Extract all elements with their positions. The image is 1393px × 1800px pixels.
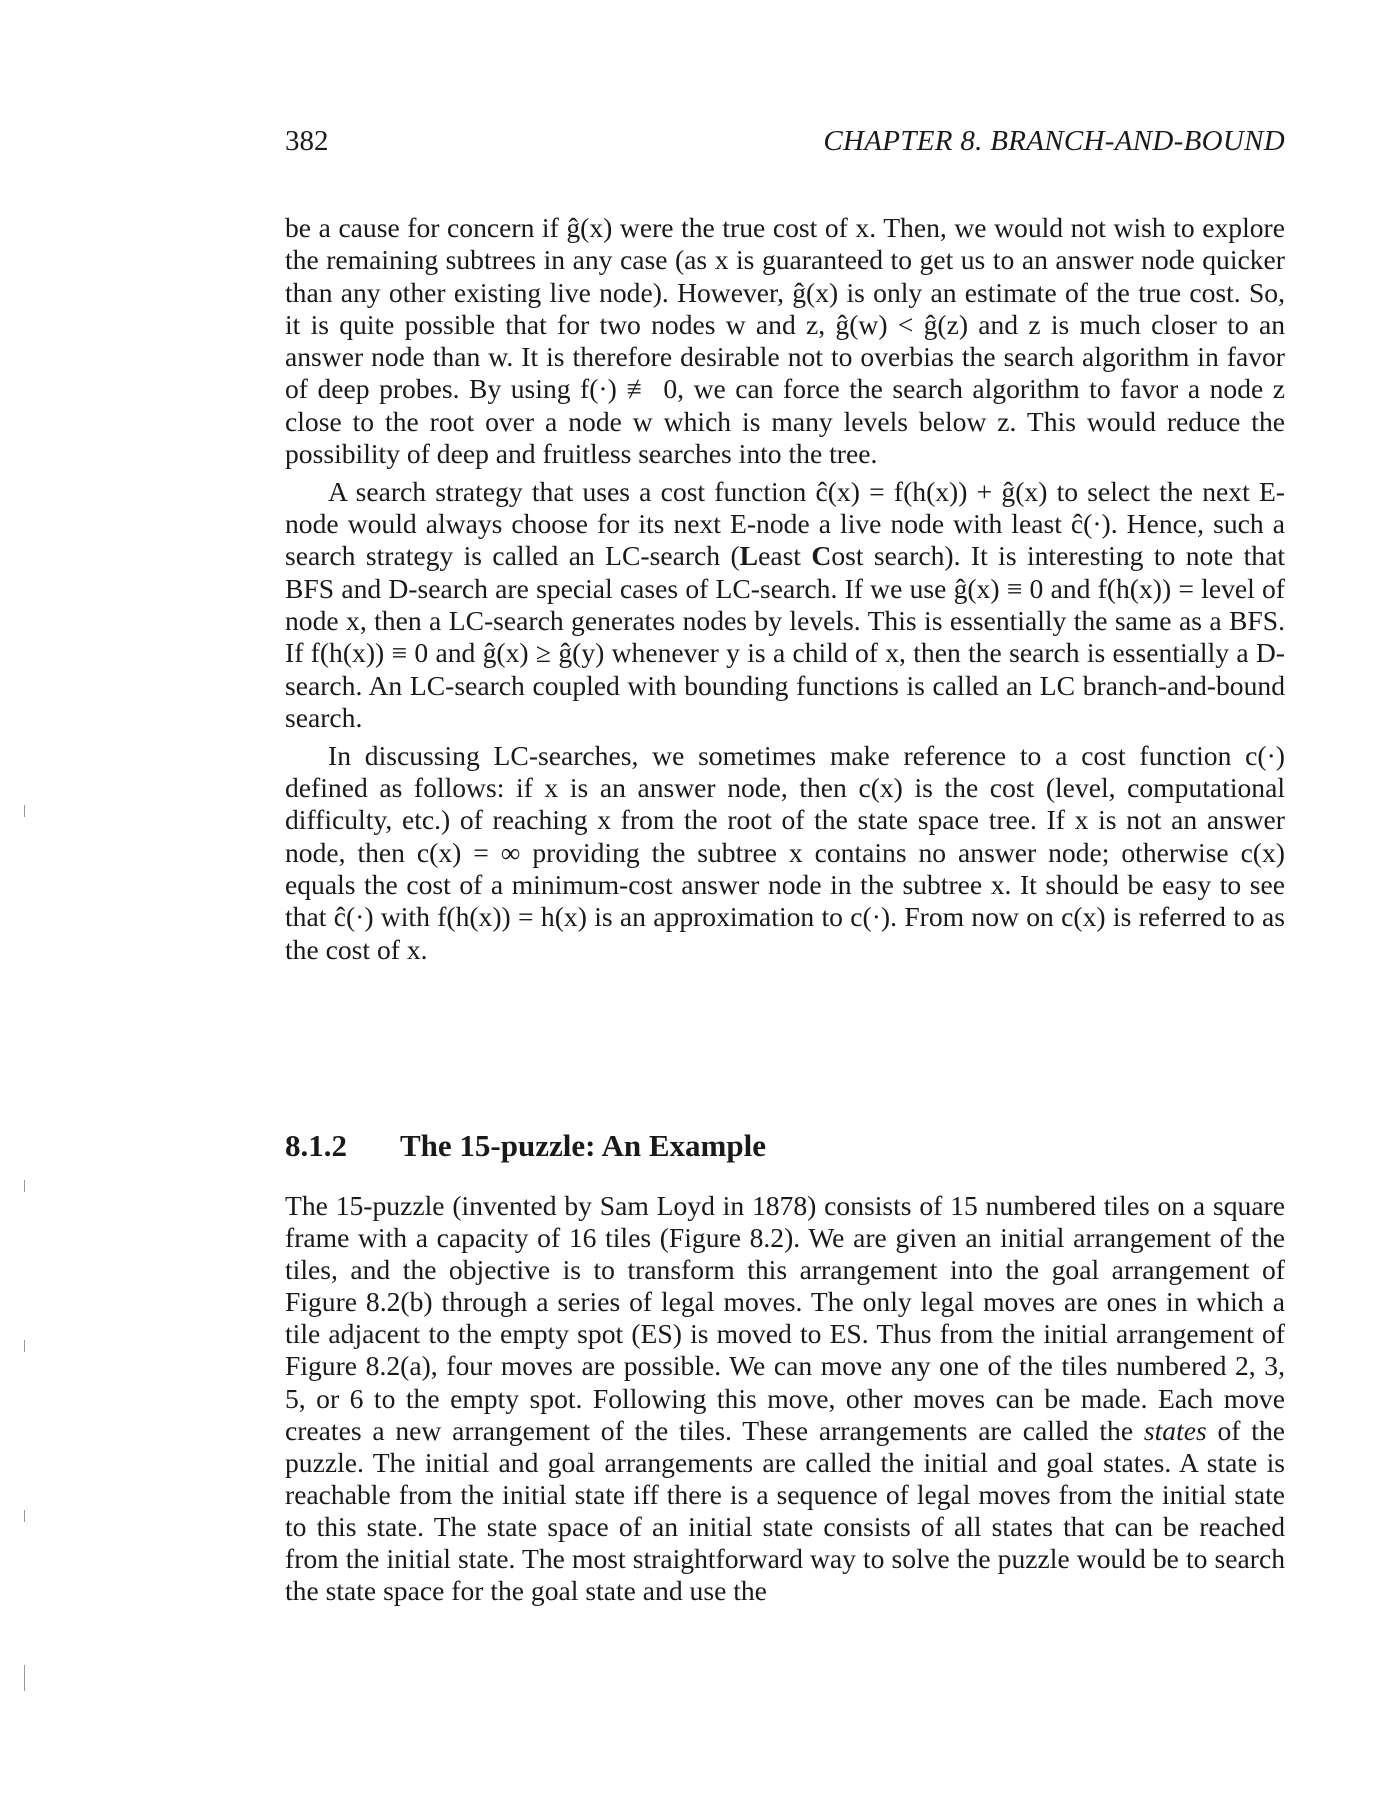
body-text [285,212,1285,971]
running-head: CHAPTER 8. BRANCH-AND-BOUND [823,125,1285,157]
paragraph-text: The 15-puzzle (invented by Sam Loyd in 1878) consists of 15 numbered tiles on a square frame with a capacity of 16 tiles (Figure 8.2). We are given an initial arrangement of the tiles, and the objective is to transform this arrangement into the goal arrangement of Figure 8.2(b) through a series of legal moves. The only legal moves are ones in which a tile adjacent to the empty spot (ES) is moved to ES. Thus from the initial arrangement of Figure 8.2(a), four moves are possible. We can move any one of the tiles numbered 2, 3, 5, or 6 to the empty spot. Following this move, other moves can be made. Each move creates a new arrangement of the tiles. These arrangements are called the [285,1190,1285,1446]
paragraph-text: ost search). It is interesting to note that BFS and D-search are special cases of LC-search. If we use ĝ(x) ≡ 0 and f(h(x)) = level of node x, then a LC-search generates nodes by levels. This is essentially the same as a BFS. If f(h(x)) ≡ 0 and ĝ(x) ≥ ĝ(y) whenever y is a child of x, then the search is essentially a D-search. An LC-search coupled with bounding functions is called an LC branch-and-bound search. [285,540,1285,733]
paragraph-text: be a cause for concern if ĝ(x) were the true cost of x. Then, we would not wish to explore the remaining subtrees in any case (as x is guaranteed to get us to an answer node quicker than any other existing live node). However, ĝ(x) is only an estimate of the true cost. So, it is quite possible that for two nodes w and z, ĝ(w) < ĝ(z) and z is much closer to an answer node than w. It is therefore desirable not to overbias the search algorithm in favor of deep probes. By using f(·) ≢ 0, we can force the search algorithm to favor a node z close to the root over a node w which is many levels below z. This would reduce the possibility of deep and fruitless searches into the tree. [285,212,1285,470]
scan-margin-mark [24,805,25,817]
paragraph-lc-search [285,476,1285,734]
scan-margin-mark [24,1180,25,1192]
section-heading [285,1128,1285,1164]
section-title: The 15-puzzle: An Example [400,1128,766,1163]
section-text [285,1190,1285,1607]
paragraph-text: east [758,540,812,572]
scan-margin-mark [24,1510,25,1522]
paragraph-text: A search strategy that uses a cost function ĉ(x) = f(h(x)) + ĝ(x) to select the next E-node would always choose for its next E-node a live node with least ĉ(·). Hence, such a search strategy is called an LC-search ( [285,475,1285,572]
bold-letter: L [739,540,759,572]
page-number: 382 [285,125,329,157]
page-header [285,125,1285,165]
paragraph-cost-function [285,740,1285,966]
bold-letter: C [811,540,832,572]
italic-term: states [1143,1414,1207,1446]
paragraph-15-puzzle [285,1190,1285,1607]
paragraph-continuation [285,212,1285,470]
scan-margin-mark [24,1665,25,1691]
section-number: 8.1.2 [285,1128,347,1163]
paragraph-text: In discussing LC-searches, we sometimes make reference to a cost function c(·) defined as follows: if x is an answer node, then c(x) is the cost (level, computational difficulty, etc.) of reaching x from the root of the state space tree. If x is not an answer node, then c(x) = ∞ providing the subtree x contains no answer node; otherwise c(x) equals the cost of a minimum-cost answer node in the subtree x. It should be easy to see that ĉ(·) with f(h(x)) = h(x) is an approximation to c(·). From now on c(x) is referred to as the cost of x. [285,739,1285,965]
scan-margin-mark [24,1340,25,1352]
paragraph-text: of the puzzle. The initial and goal arrangements are called the initial and goal states. A state is reachable from the initial state iff there is a sequence of legal moves from the initial state to this state. The state space of an initial state consists of all states that can be reached from the initial state. The most straightforward way to solve the puzzle would be to search the state space for the goal state and use the [285,1414,1285,1607]
